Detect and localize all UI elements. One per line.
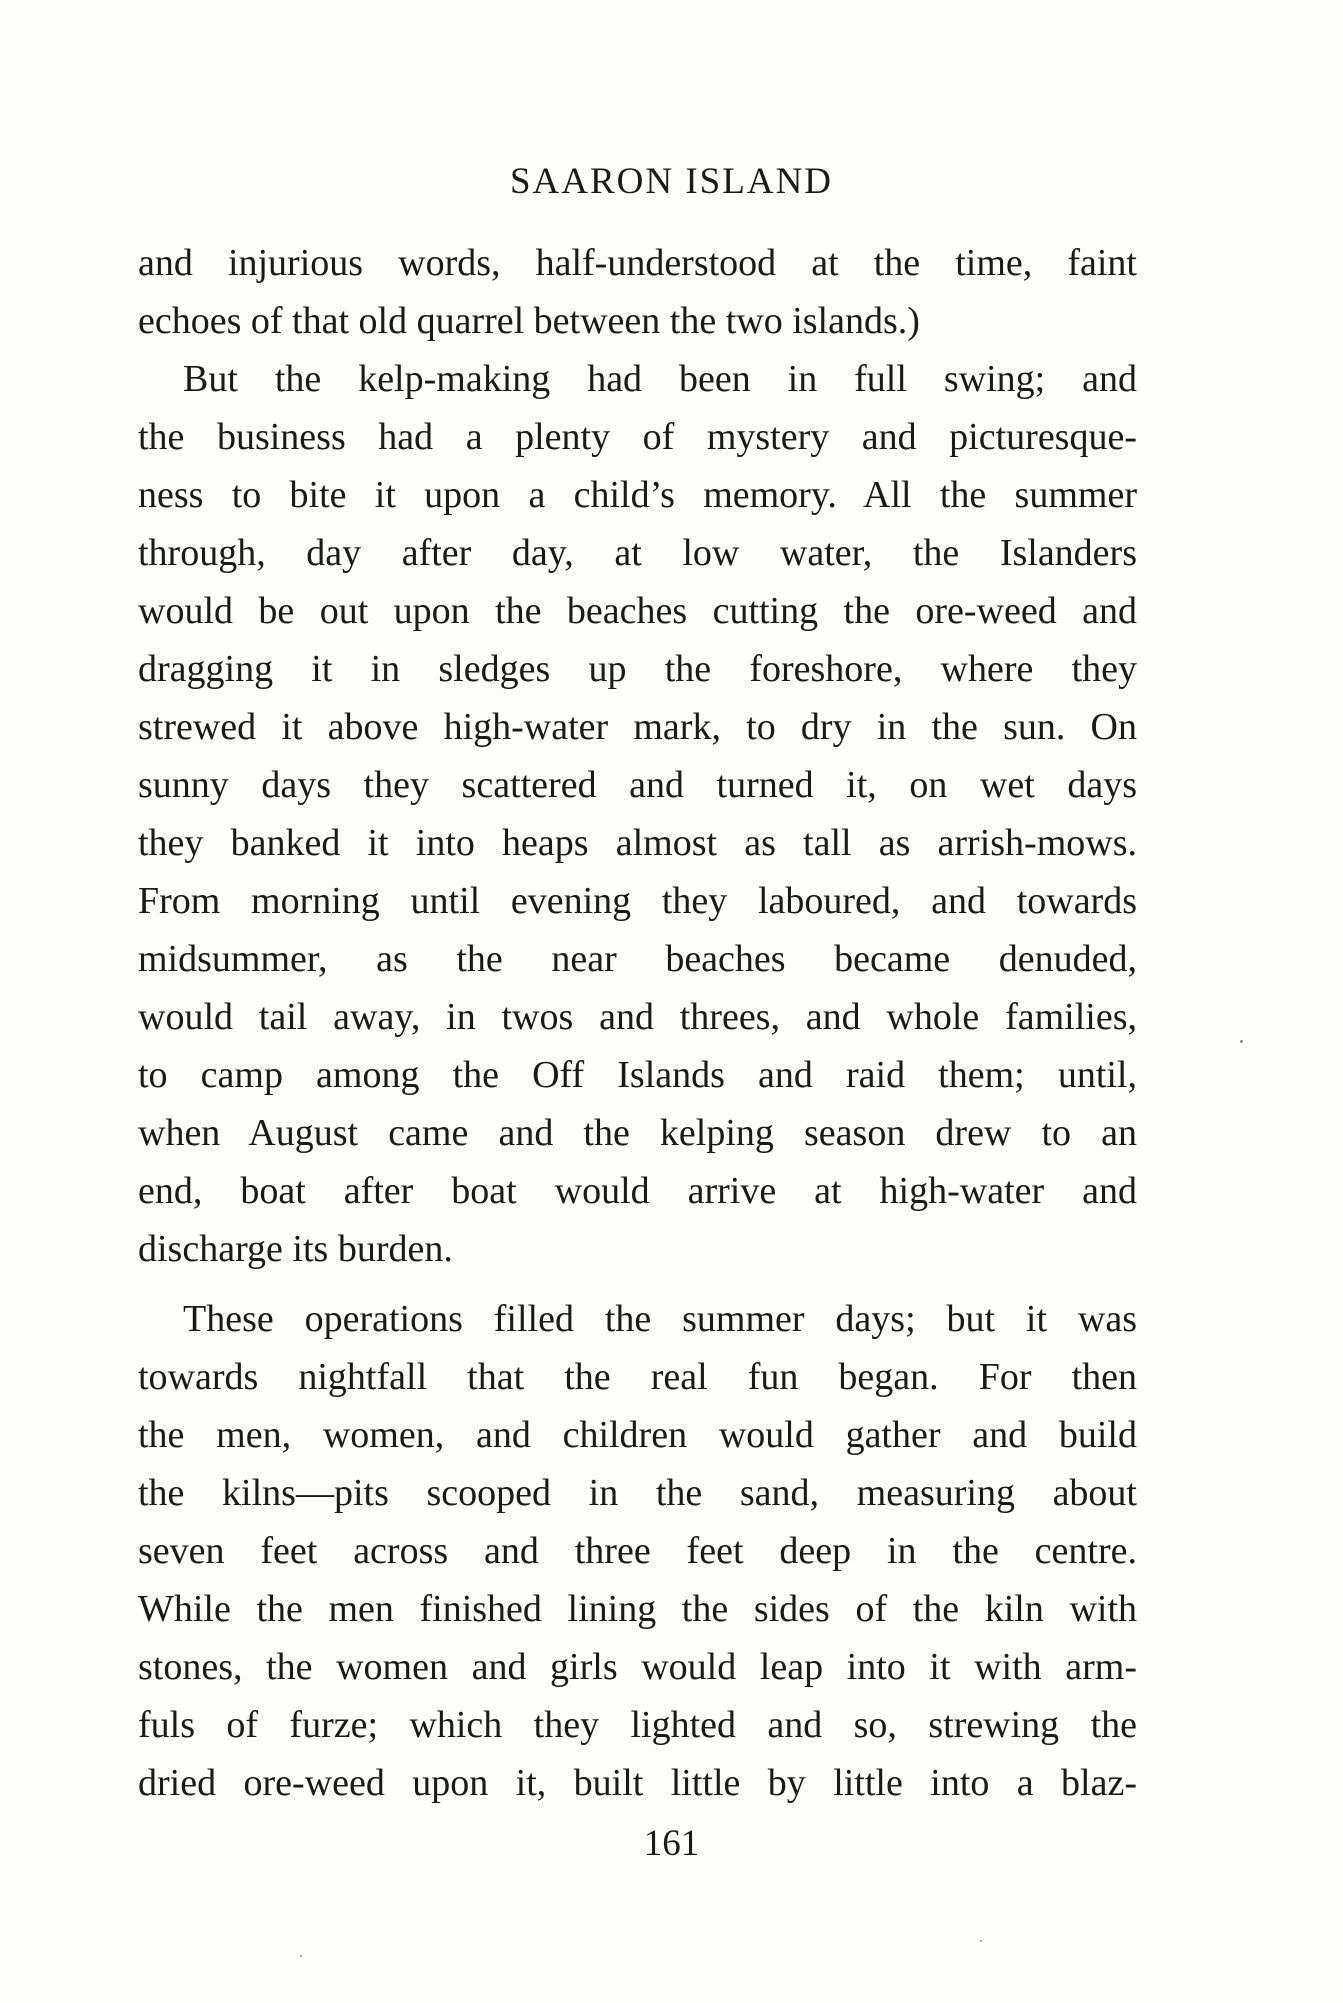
text-line: midsummer, as the near beaches became denuded, [138,938,1137,980]
scan-speck [300,1955,302,1957]
text-line: ness to bite it upon a child’s memory. All the summer [138,474,1137,516]
paragraph [138,350,1137,1278]
scan-speck [980,1940,982,1942]
text-line: echoes of that old quarrel between the two islands.) [138,300,920,342]
text-line: stones, the women and girls would leap into it with arm- [138,1646,1137,1688]
text-line: would tail away, in twos and threes, and whole families, [138,996,1137,1038]
text-line: seven feet across and three feet deep in the centre. [138,1530,1137,1572]
text-line: would be out upon the beaches cutting the ore-weed and [138,590,1137,632]
text-line: the business had a plenty of mystery and picturesque- [138,416,1137,458]
body-text [138,234,1137,1812]
text-line: and injurious words, half-understood at the time, faint [138,242,1137,284]
text-line: sunny days they scattered and turned it, on wet days [138,764,1137,806]
text-line: the men, women, and children would gather and build [138,1414,1137,1456]
paragraph-gap [138,1278,1137,1290]
text-line: discharge its burden. [138,1228,453,1270]
text-line: towards nightfall that the real fun began. For then [138,1356,1137,1398]
text-line: dried ore-weed upon it, built little by little into a blaz- [138,1762,1137,1804]
text-line: While the men finished lining the sides of the kiln with [138,1588,1137,1630]
paragraph [138,1290,1137,1812]
page-number: 161 [643,1823,700,1864]
scan-speck [1240,1040,1243,1043]
paragraph [138,234,1137,350]
text-line: the kilns—pits scooped in the sand, measuring about [138,1472,1137,1514]
text-line: From morning until evening they laboured, and towards [138,880,1137,922]
running-head: SAARON ISLAND [509,161,834,202]
text-line: fuls of furze; which they lighted and so, strewing the [138,1704,1137,1746]
text-line: These operations filled the summer days; but it was [183,1298,1137,1340]
text-line: end, boat after boat would arrive at high-water and [138,1170,1137,1212]
text-line: through, day after day, at low water, the Islanders [138,532,1137,574]
text-line: to camp among the Off Islands and raid them; until, [138,1054,1137,1096]
text-line: dragging it in sledges up the foreshore, where they [138,648,1137,690]
text-line: they banked it into heaps almost as tall as arrish-mows. [138,822,1137,864]
text-line: But the kelp-making had been in full swing; and [183,358,1137,400]
text-line: when August came and the kelping season drew to an [138,1112,1137,1154]
text-line: strewed it above high-water mark, to dry in the sun. On [138,706,1137,748]
